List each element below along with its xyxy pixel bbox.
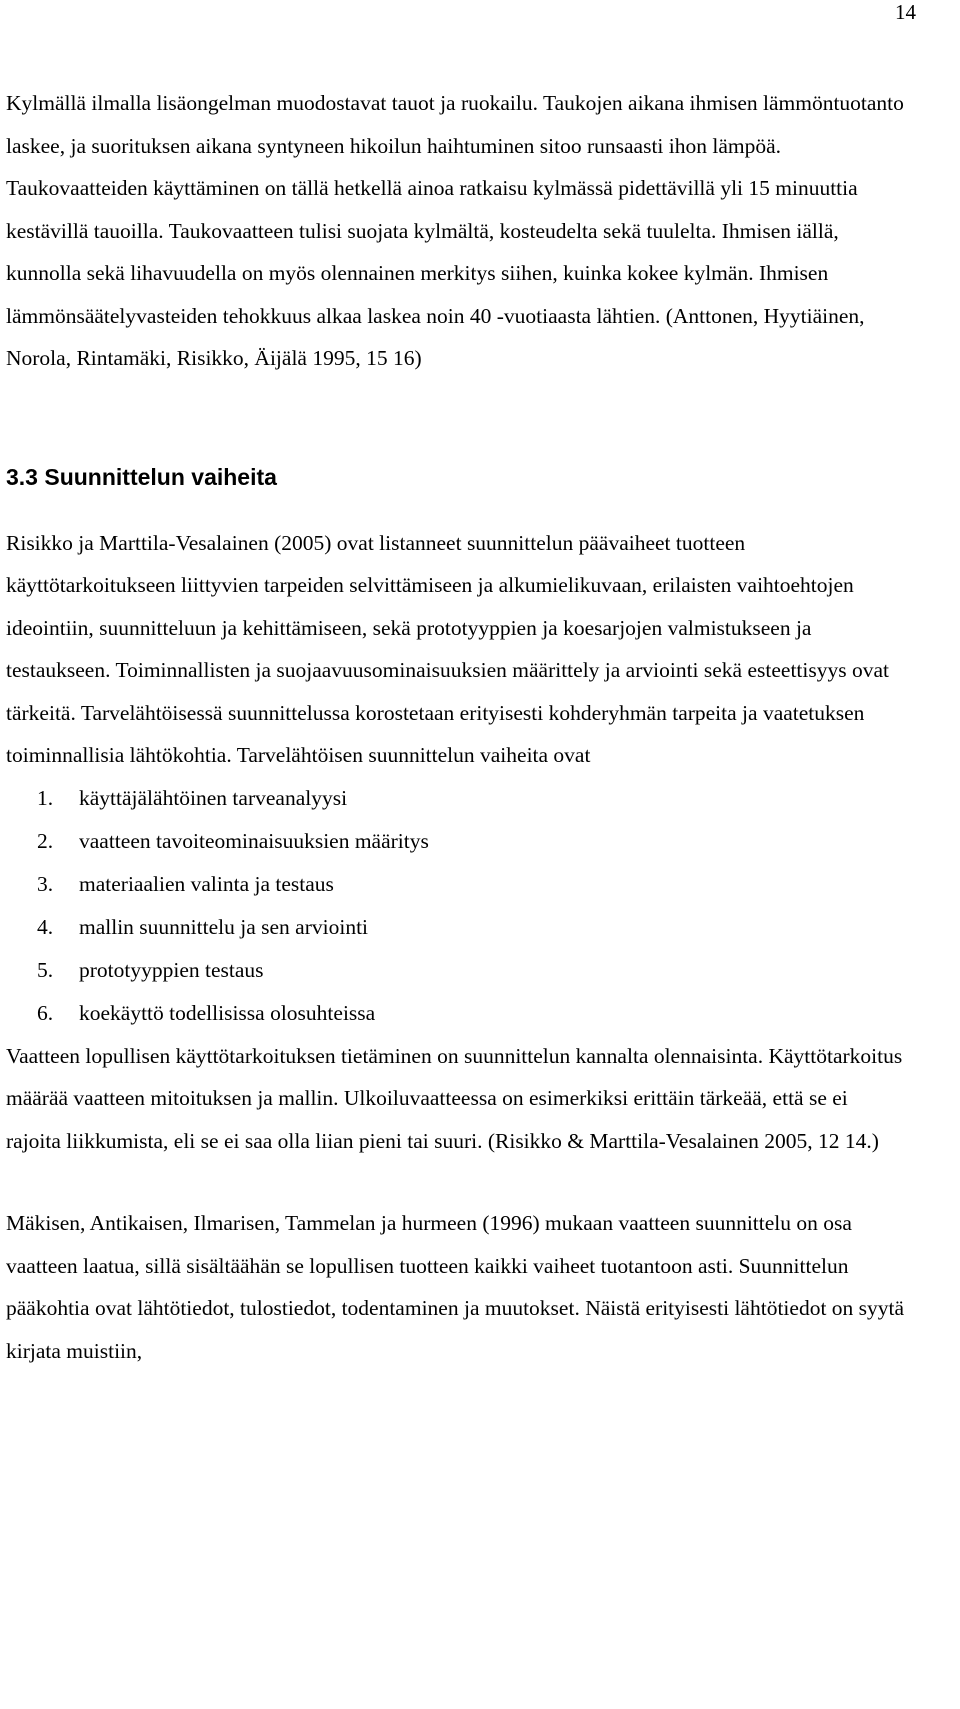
list-item-text: koekäyttö todellisissa olosuhteissa <box>79 1000 376 1025</box>
list-item <box>6 777 906 820</box>
list-item-number: 5. <box>37 957 54 982</box>
paragraph-design-phases-intro: Risikko ja Marttila-Vesalainen (2005) ovat listanneet suunnittelun päävaiheet tuotteen käyttötarkoitukseen liittyvien tarpeiden selvittämiseen ja alkumielikuvaan, erilaisten vaihtoehtojen ideointiin, suunnitteluun ja kehittämiseen, sekä prototyyppien ja koesarjojen valmistukseen ja testaukseen. Toiminnallisten ja suojaavuusominaisuuksien määrittely ja arviointi sekä esteettisyys ovat tärkeitä. Tarvelähtöisessä suunnittelussa korostetaan erityisesti kohderyhmän tarpeita ja vaatetuksen toiminnallisia lähtökohtia. Tarvelähtöisen suunnittelun vaiheita ovat <box>6 530 889 767</box>
page-number: 14 <box>895 0 916 24</box>
list-item <box>6 992 906 1035</box>
list-item-text: mallin suunnittelu ja sen arviointi <box>79 914 369 939</box>
paragraph-design-quality: Mäkisen, Antikaisen, Ilmarisen, Tammelan ja hurmeen (1996) mukaan vaatteen suunnittelu on osa vaatteen laatua, sillä sisältäähän se lopullisen tuotteen kaikki vaiheet tuotantoon asti. Suunnittelun pääkohtia ovat lähtötiedot, tulostiedot, todentaminen ja muutokset. Näistä erityisesti lähtötiedot on syytä kirjata muistiin, <box>6 1211 905 1363</box>
paragraph-cold-weather-breaks: Kylmällä ilmalla lisäongelman muodostavat tauot ja ruokailu. Taukojen aikana ihmisen lämmöntuotanto laskee, ja suorituksen aikana syntyneen hikoilun haihtuminen sitoo runsaasti ihon lämpöä. Taukovaatteiden käyttäminen on tällä hetkellä ainoa ratkaisu kylmässä pidettävillä yli 15 minuuttia kestävillä tauoilla. Taukovaatteen tulisi suojata kylmältä, kosteudelta sekä tuulelta. Ihmisen iällä, kunnolla sekä lihavuudella on myös olennainen merkitys siihen, kuinka kokee kylmän. Ihmisen lämmönsäätelyvasteiden tehokkuus alkaa laskea noin 40 -vuotiaasta lähtien. (Anttonen, Hyytiäinen, Norola, Rintamäki, Risikko, Äijälä 1995, 15 16) <box>6 91 904 370</box>
list-item <box>6 906 906 949</box>
section-heading: 3.3 Suunnittelun vaiheita <box>6 463 277 490</box>
list-item-number: 4. <box>37 914 54 939</box>
document-body <box>6 82 906 1372</box>
list-item <box>6 820 906 863</box>
list-item-text: vaatteen tavoiteominaisuuksien määritys <box>79 828 429 853</box>
list-item-number: 3. <box>37 871 54 896</box>
list-item-text: materiaalien valinta ja testaus <box>79 871 334 896</box>
list-item-text: käyttäjälähtöinen tarveanalyysi <box>79 785 348 810</box>
list-item <box>6 863 906 906</box>
list-item-number: 6. <box>37 1000 54 1025</box>
list-item-text: prototyyppien testaus <box>79 957 264 982</box>
list-item-number: 1. <box>37 785 54 810</box>
paragraph-intended-use: Vaatteen lopullisen käyttötarkoituksen tietäminen on suunnittelun kannalta olennaisinta. Käyttötarkoitus määrää vaatteen mitoituksen ja mallin. Ulkoiluvaatteessa on esimerkiksi erittäin tärkeää, että se ei rajoita liikkumista, eli se ei saa olla liian pieni tai suuri. (Risikko & Marttila-Vesalainen 2005, 12 14.) <box>6 1043 903 1153</box>
list-item <box>6 949 906 992</box>
list-item-number: 2. <box>37 828 54 853</box>
design-phases-list <box>6 777 906 1035</box>
